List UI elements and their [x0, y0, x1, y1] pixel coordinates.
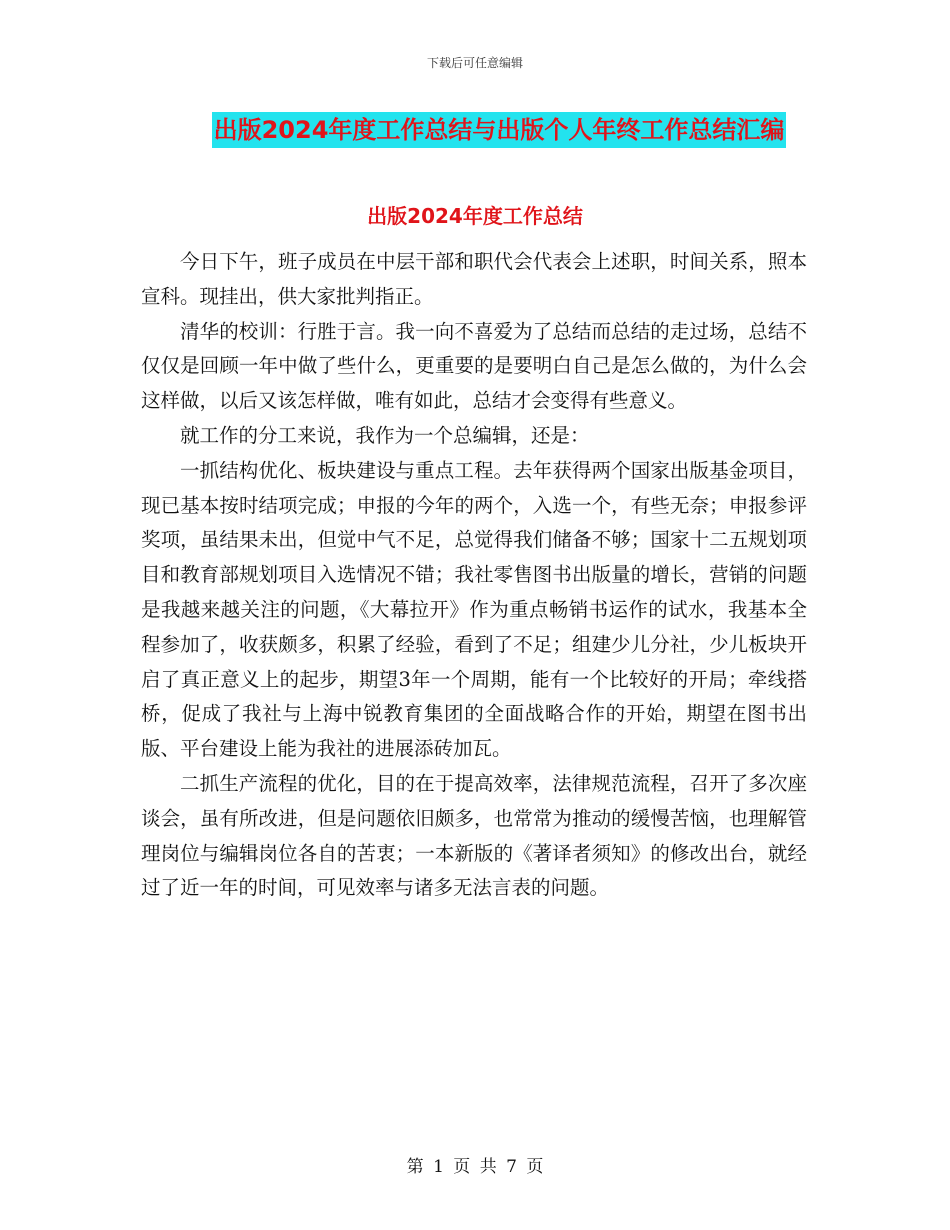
paragraph: 一抓结构优化、板块建设与重点工程。去年获得两个国家出版基金项目，现已基本按时结项完成；申报的今年的两个，入选一个，有些无奈；申报参评奖项，虽结果未出，但觉中气不足，总觉得我们储备不够；国家十二五规划项目和教育部规划项目入选情况不错；我社零售图书出版量的增长，营销的问题是我越来越关注的问题，《大幕拉开》作为重点畅销书运作的试水，我基本全程参加了，收获颇多，积累了经验，看到了不足；组建少儿分社，少儿板块开启了真正意义上的起步，期望3年一个周期，能有一个比较好的开局；牵线搭桥，促成了我社与上海中锐教育集团的全面战略合作的开始，期望在图书出版、平台建设上能为我社的进展添砖加瓦。 [141, 458, 807, 761]
header-note: 下载后可任意编辑 [426, 56, 523, 70]
page-number-footer: 第 1 页 共 7 页 [406, 1157, 544, 1177]
section-title: 出版2024年度工作总结 [367, 204, 583, 228]
document-title-wrap [0, 112, 950, 148]
paragraph: 二抓生产流程的优化，目的在于提高效率，法律规范流程，召开了多次座谈会，虽有所改进，但是问题依旧颇多，也常常为推动的缓慢苦恼，也理解管理岗位与编辑岗位各自的苦衷；一本新版的《著译者须知》的修改出台，就经过了近一年的时间，可见效率与诸多无法言表的问题。 [141, 771, 807, 900]
document-body [141, 245, 807, 906]
paragraph: 今日下午，班子成员在中层干部和职代会代表会上述职，时间关系，照本宣科。现挂出，供大家批判指正。 [141, 250, 807, 308]
document-title: 出版2024年度工作总结与出版个人年终工作总结汇编 [212, 112, 787, 148]
paragraph: 就工作的分工来说，我作为一个总编辑，还是： [180, 423, 590, 447]
paragraph: 清华的校训：行胜于言。我一向不喜爱为了总结而总结的走过场，总结不仅仅是回顾一年中做了些什么，更重要的是要明白自己是怎么做的，为什么会这样做，以后又该怎样做，唯有如此，总结才会变得有些意义。 [141, 319, 807, 413]
